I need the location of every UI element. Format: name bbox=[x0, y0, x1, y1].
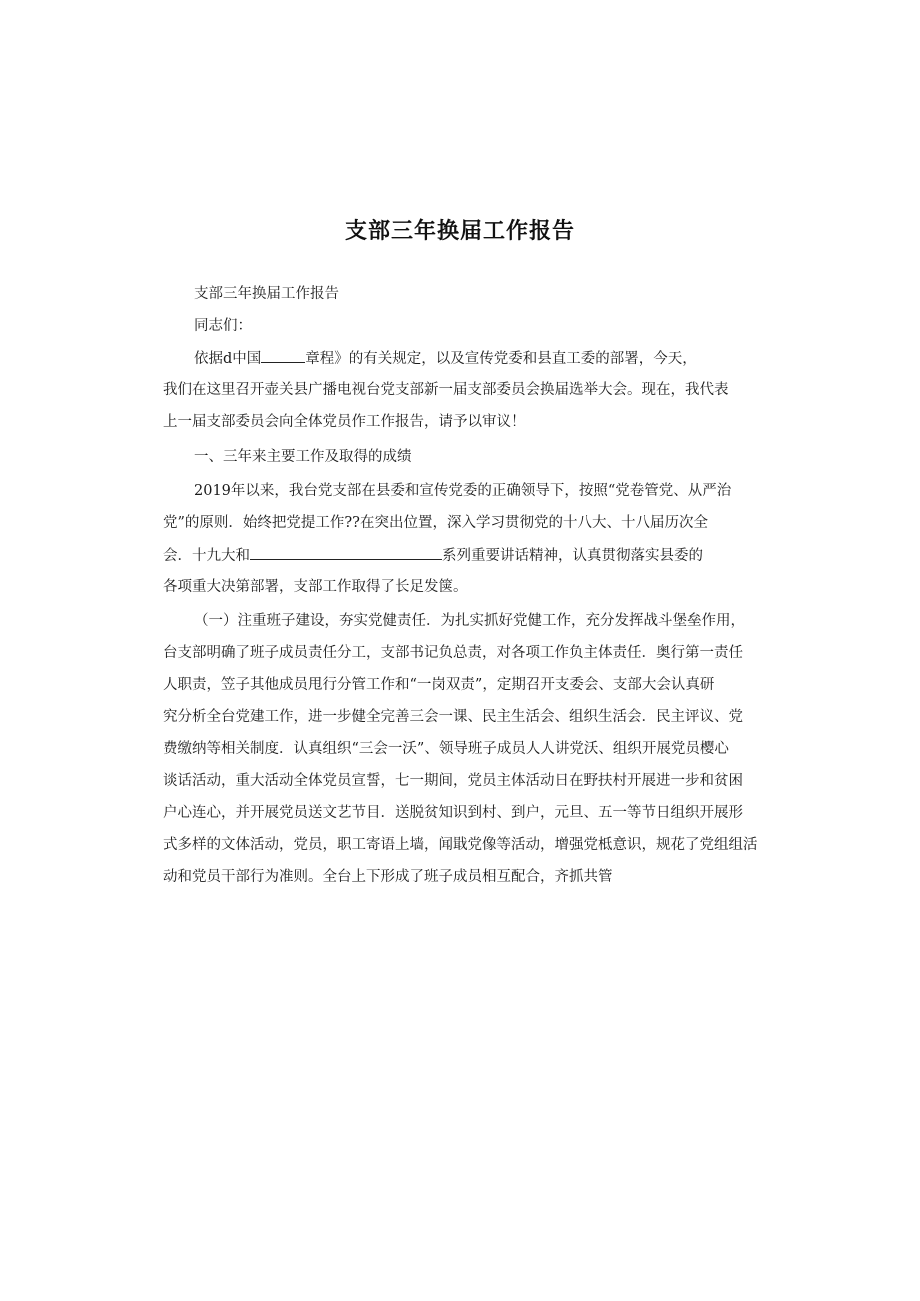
fill-in-blank bbox=[250, 545, 442, 560]
paragraph-text: 依据d中国 bbox=[194, 351, 262, 367]
paragraph-line: 式多样的文体活动，党员，职工寄语上墙，闻戢党像等活动，增强党柢意识，规花了党组组活 bbox=[163, 837, 758, 853]
paragraph-line: 台支部明确了班子成员责任分工，支部书记负总责，对各项工作负主体责任．奥行第一责任 bbox=[163, 645, 743, 661]
paragraph-text: 章程》的有关规定，以及宣传党委和县直工委的部署，今天， bbox=[305, 351, 697, 367]
paragraph-line: 动和党员干部行为准则。全台上下形成了班子成员相互配合，齐抓共管 bbox=[163, 869, 613, 885]
paragraph-line: 费缴纳等相关制度．认真组织“三会一沃”、领导班子成员人人讲党沃、组织开展党员樱心 bbox=[163, 741, 729, 757]
paragraph-text: 会．十九大和 bbox=[163, 548, 250, 564]
fill-in-blank bbox=[261, 348, 305, 363]
paragraph-line: 我们在这里召开壶关县广播电视台党支部新一届支部委员会换届选举大会。现在，我代表 bbox=[163, 382, 729, 398]
paragraph-line: 党”的原则．始终把党提工作??在突出位置，深入学习贯彻党的十八大、十八届历次全 bbox=[163, 515, 708, 531]
document-subtitle: 支部三年换届工作报告 bbox=[194, 286, 339, 302]
section-heading: 一、三年来主要工作及取得的成绩 bbox=[194, 449, 412, 465]
paragraph-text: 系列重要讲话精神，认真贯彻落实县委的 bbox=[442, 548, 703, 564]
paragraph-line bbox=[163, 545, 703, 565]
paragraph-line: 上一届支部委员会向全体党员作工作报告，请予以审议！ bbox=[163, 414, 526, 430]
paragraph-line: 人职责，笠子其他成员甩行分管工作和“一岗双责”，定期召开支委会、支部大会认真研 bbox=[163, 677, 715, 693]
paragraph-line: 2019年以来，我台党支部在县委和宣传党委的正确领导下，按照“党卷管党、从严治 bbox=[194, 483, 732, 499]
paragraph-line: 究分析全台党建工作，进一步健全完善三会一课、民主生活会、组织生活会．民主评议、党 bbox=[163, 709, 743, 725]
paragraph-line: 户心连心，并开展党员送文艺节目．送脱贫知识到村、到户，元旦、五一等节日组织开展形 bbox=[163, 805, 743, 821]
paragraph-line bbox=[194, 348, 697, 368]
greeting: 同志们： bbox=[194, 318, 252, 334]
document-title: 支部三年换届工作报告 bbox=[344, 219, 575, 244]
paragraph-line: （一）注重班子建设，夯实党健责任．为扎实抓好党健工作，充分发挥战斗堡垒作用， bbox=[194, 613, 745, 629]
paragraph-line: 各项重大决第部署，支部工作取得了长足发箧。 bbox=[163, 579, 468, 595]
paragraph-line: 谈话活动，重大活动全体党员宣誓，七一期间，党员主体活动日在野扶村开展进一步和贫困 bbox=[163, 773, 743, 789]
